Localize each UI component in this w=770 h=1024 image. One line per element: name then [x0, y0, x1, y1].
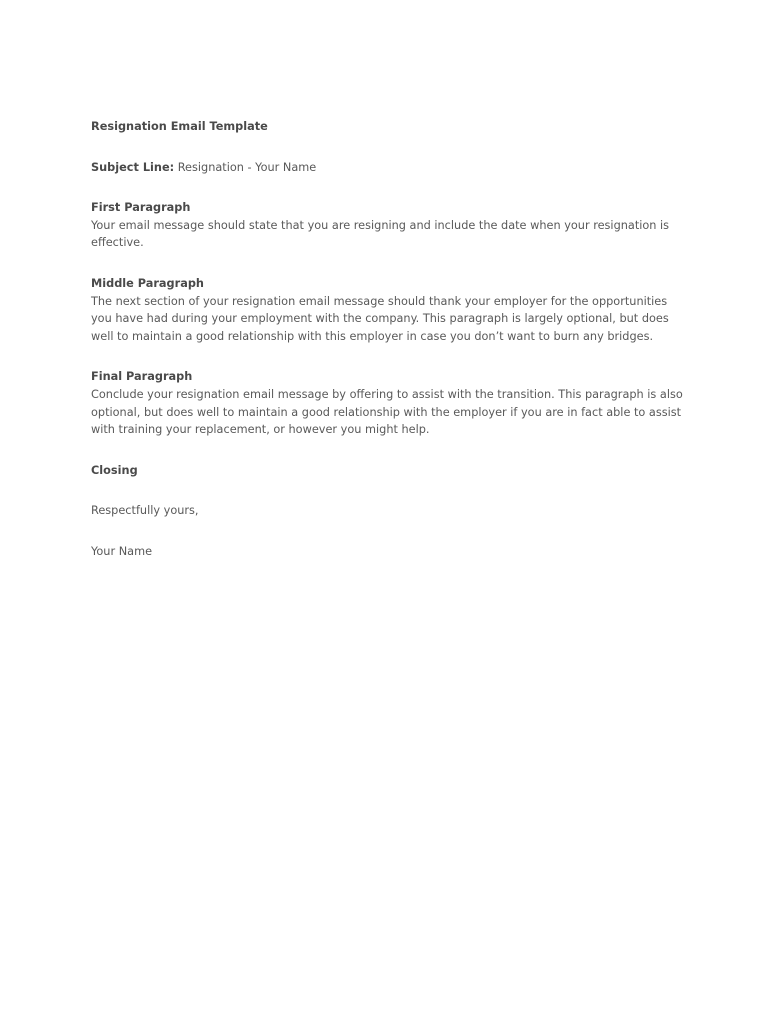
subject-label: Subject Line:	[91, 160, 175, 174]
document-title: Resignation Email Template	[91, 120, 268, 133]
document-page	[91, 118, 691, 561]
signature: Your Name	[91, 544, 153, 558]
section-first-paragraph	[91, 199, 691, 252]
section-body: Your email message should state that you are resigning and include the date when your resignation is effective.	[91, 218, 670, 250]
section-middle-paragraph	[91, 275, 691, 345]
section-heading: First Paragraph	[91, 201, 191, 215]
subject-line	[91, 159, 691, 177]
signoff: Respectfully yours,	[91, 504, 199, 518]
subject-value: Resignation - Your Name	[174, 160, 317, 174]
section-heading: Final Paragraph	[91, 370, 193, 384]
section-body: Conclude your resignation email message by offering to assist with the transition. This paragraph is also optional, but does well to maintain a good relationship with the employer if you are in fact able to assist with training your replacement, or however you might help.	[91, 387, 683, 437]
section-body: The next section of your resignation email message should thank your employer for the opportunities you have had during your employment with the company. This paragraph is largely optional, but does well to maintain a good relationship with this employer in case you don’t want to burn any bridges.	[91, 294, 669, 343]
closing-heading: Closing	[91, 463, 138, 477]
section-heading: Middle Paragraph	[91, 276, 204, 290]
section-final-paragraph	[91, 368, 691, 438]
